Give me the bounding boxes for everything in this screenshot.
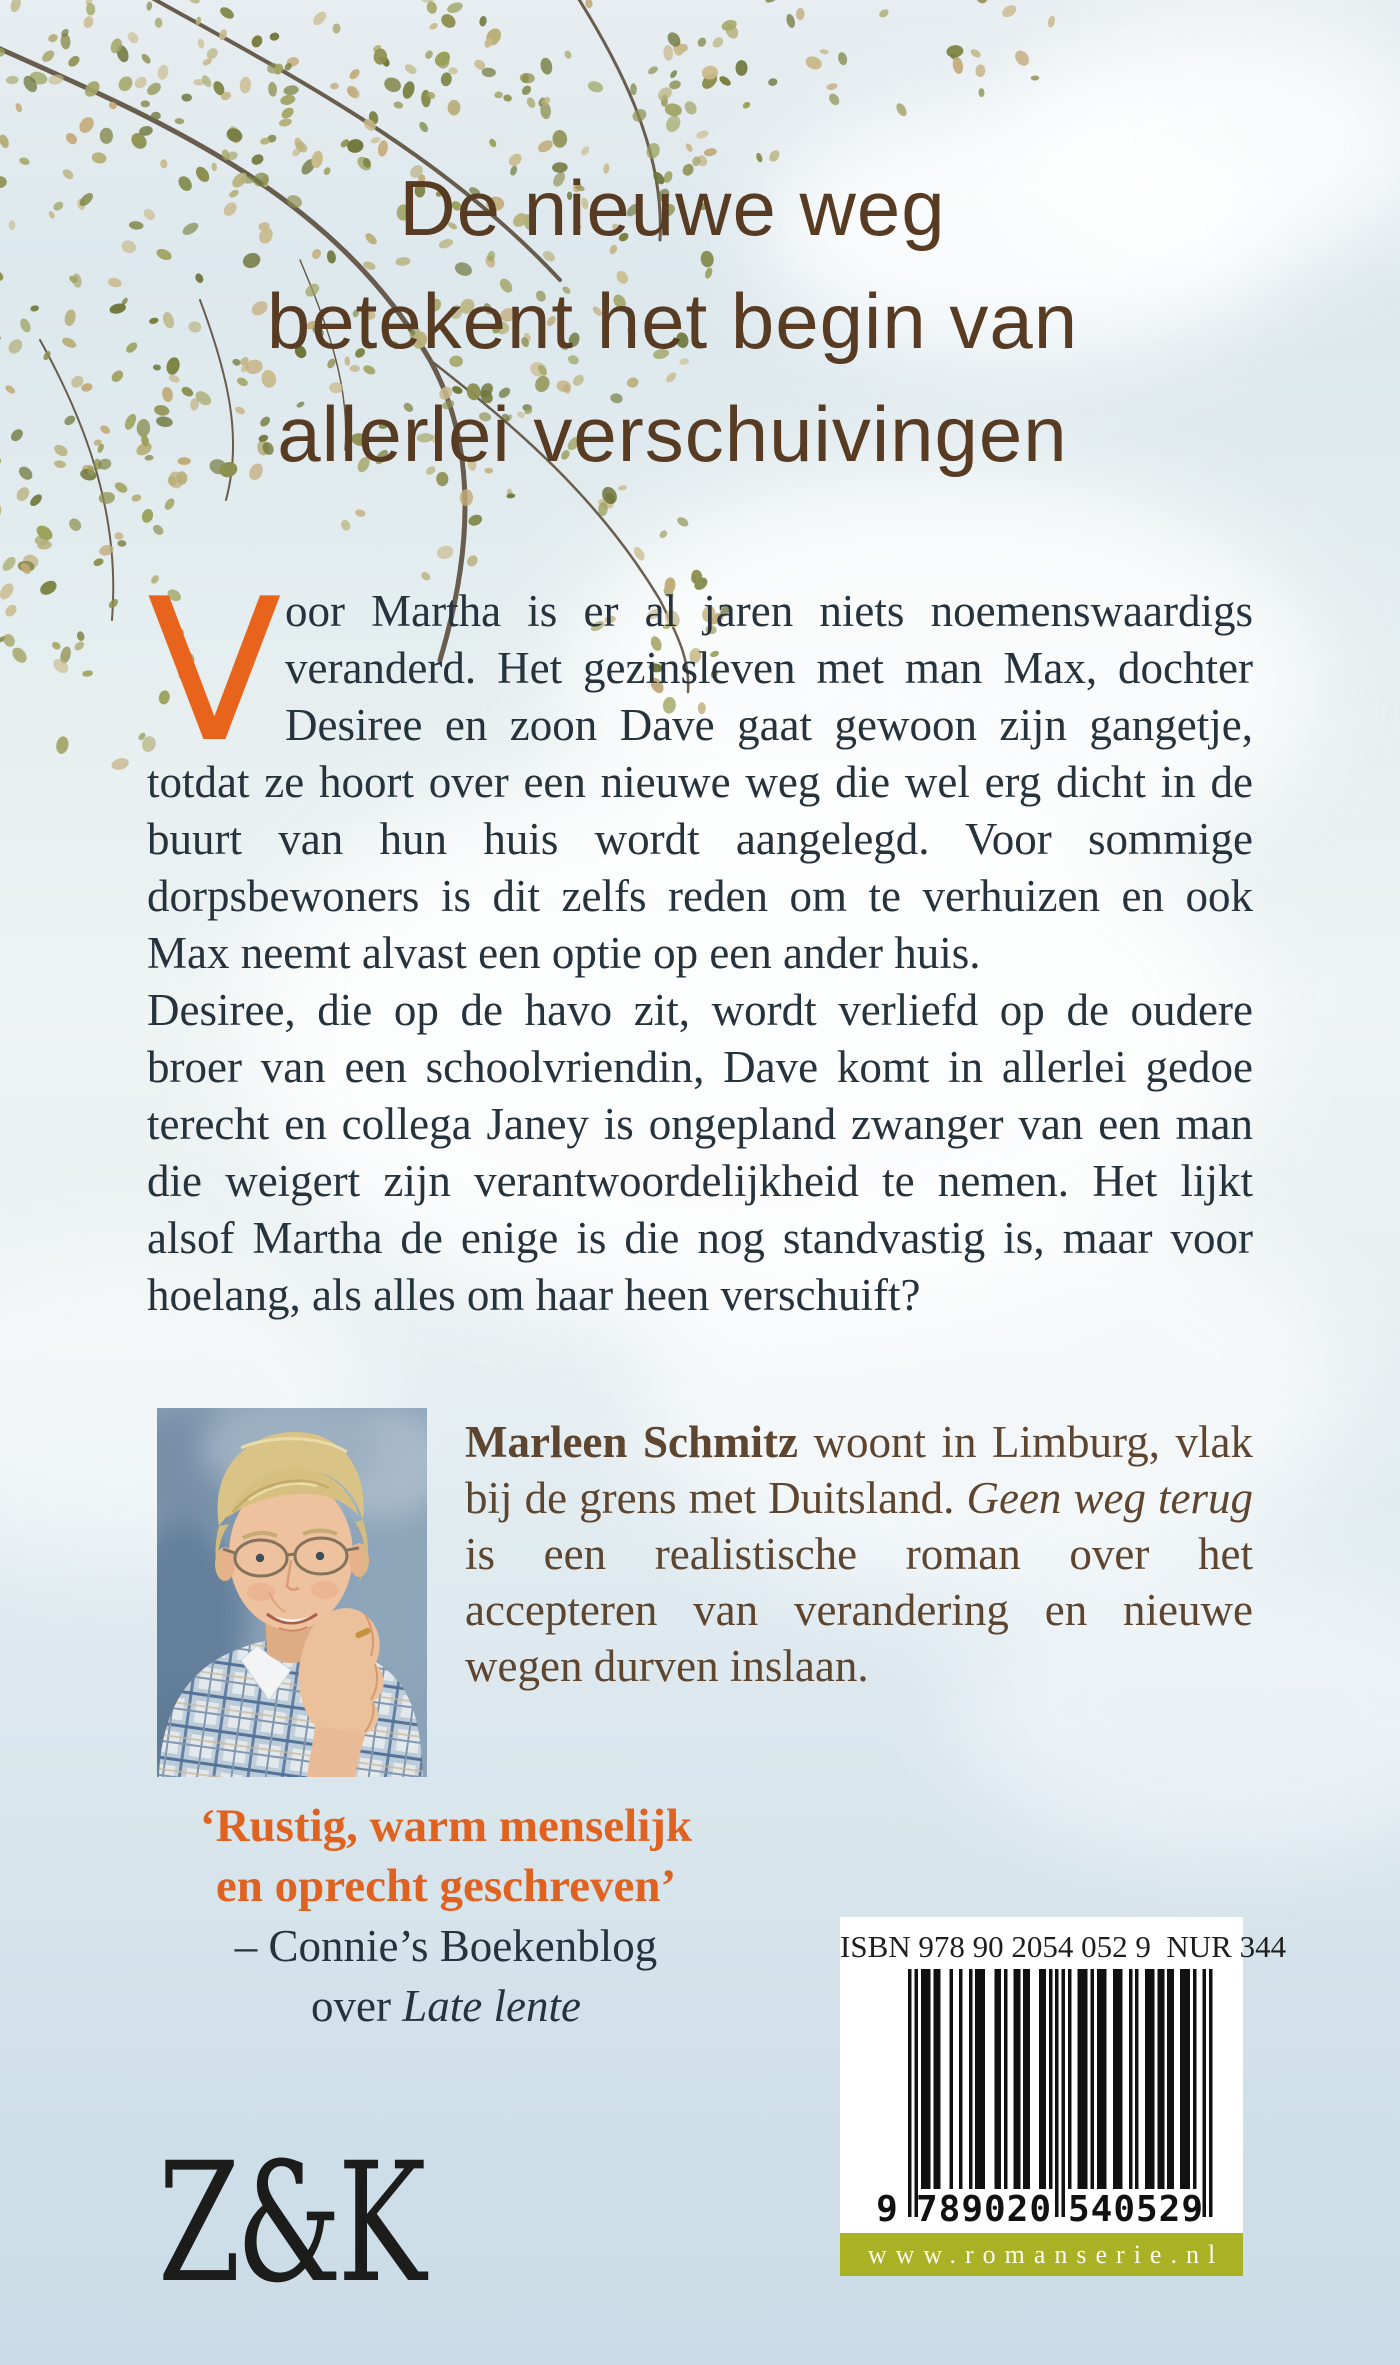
publisher-logo: Z&K — [158, 2127, 423, 2319]
barcode-digit-lead: 9 — [876, 2189, 898, 2230]
quote-line-1: ‘Rustig, warm menselijk — [199, 1800, 693, 1852]
isbn-barcode-box — [840, 1917, 1287, 2233]
barcode-digit-group-2: 540529 — [1067, 2189, 1205, 2230]
quote-reviewed-work — [140, 1976, 752, 2036]
author-name: Marleen Schmitz — [465, 1417, 798, 1467]
quote-source: – Connie’s Boekenblog — [234, 1921, 658, 1971]
review-quote — [140, 1796, 752, 2036]
bio-text-1: woont in Limburg, vlak bij de grens met Duitsland. — [465, 1417, 1253, 1523]
reviewed-work-prefix: over — [311, 1981, 403, 2031]
bio-text-2: is een realistische roman over het accepteren van verandering en nieuwe wegen durven inslaan. — [465, 1529, 1253, 1691]
author-section — [157, 1408, 1253, 1777]
website-url: www.romanserie.nl — [867, 2239, 1225, 2269]
cover-tagline — [0, 152, 1345, 491]
author-bio — [465, 1408, 1253, 1777]
book-title: Geen weg terug — [966, 1473, 1254, 1523]
tagline-line-1: De nieuwe weg — [399, 164, 946, 252]
tagline-line-3: allerlei verschuivingen — [277, 390, 1068, 478]
synopsis-text-1: oor Martha is er al jaren niets noemenswaardigs veranderd. Het gezinsleven met man Max, dochter Desiree en zoon Dave gaat gewoon zijn gangetje, totdat ze hoort over een nieuwe weg die wel erg dicht in de buurt van hun huis wordt aangelegd. Voor sommige dorpsbewoners is dit zelfs reden om te verhuizen en ook Max neemt alvast een optie op een ander huis. — [147, 586, 1253, 978]
barcode-digit-group-1: 789020 — [915, 2189, 1053, 2230]
ean-barcode — [870, 1969, 1214, 2219]
tagline-line-2: betekent het begin van — [266, 277, 1079, 365]
synopsis-paragraph-2: Desiree, die op de havo zit, wordt verliefd op de oudere broer van een schoolvriendin, Dave komt in allerlei gedoe terecht en collega Janey is ongepland zwanger van een man die weigert zijn verantwoordelijkheid te nemen. Het lijkt alsof Martha de enige is die nog standvastig is, maar voor hoelang, als alles om haar heen verschuift? — [147, 985, 1253, 1320]
author-photo — [157, 1408, 427, 1777]
barcode-digits — [870, 2189, 1214, 2229]
isbn-number: ISBN 978 90 2054 052 9 NUR 344 — [840, 1929, 1287, 1964]
quote-line-2: en oprecht geschreven’ — [215, 1860, 677, 1912]
synopsis-paragraph-1 — [147, 557, 1253, 982]
drop-cap-v: V — [147, 557, 282, 786]
series-website-bar — [840, 2233, 1243, 2276]
reviewed-book-title: Late lente — [402, 1981, 581, 2031]
synopsis — [147, 557, 1253, 1324]
